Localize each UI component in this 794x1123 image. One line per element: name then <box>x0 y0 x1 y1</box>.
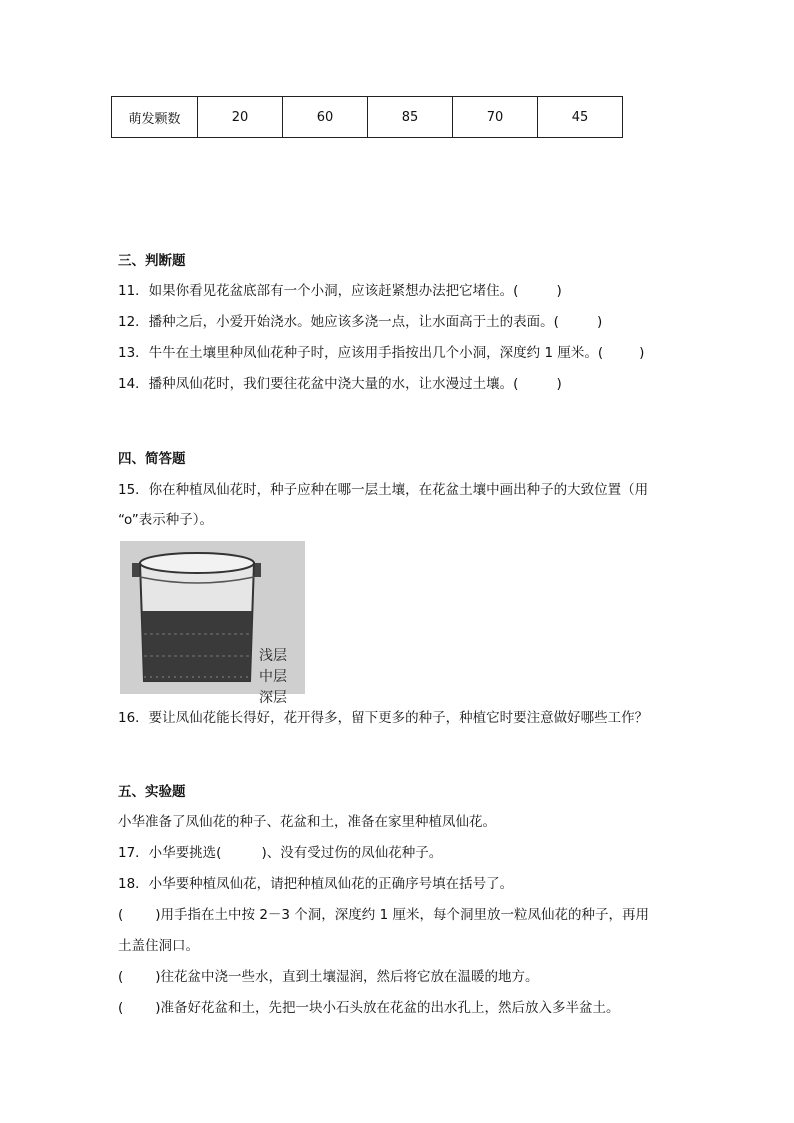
section-title-judgement: 三、判断题 <box>118 253 186 269</box>
germination-table <box>111 96 623 138</box>
value-cell: 45 <box>538 97 623 138</box>
table-row <box>112 97 623 138</box>
layer-label-deep: 深层 <box>259 690 287 706</box>
question-16: 16．要让凤仙花能长得好，花开得多，留下更多的种子，种植它时要注意做好哪些工作？ <box>118 710 649 726</box>
question-11: 11．如果你看见花盆底部有一个小洞，应该赶紧想办法把它堵住。( ) <box>118 283 562 299</box>
question-12: 12．播种之后，小爱开始浇水。她应该多浇一点，让水面高于土的表面。( ) <box>118 314 603 330</box>
section-title-short-answer: 四、简答题 <box>118 451 186 467</box>
section-title-experiment: 五、实验题 <box>118 784 186 800</box>
step-2: ( )往花盆中浇一些水，直到土壤湿润，然后将它放在温暖的地方。 <box>118 969 539 985</box>
value-cell: 70 <box>453 97 538 138</box>
value-cell: 85 <box>368 97 453 138</box>
experiment-intro: 小华准备了凤仙花的种子、花盆和土，准备在家里种植凤仙花。 <box>118 814 496 830</box>
question-14: 14．播种凤仙花时，我们要往花盆中浇大量的水，让水漫过土壤。( ) <box>118 376 562 392</box>
row-label-cell: 萌发颗数 <box>112 97 198 138</box>
question-15-line2: “o”表示种子）。 <box>118 512 214 528</box>
step-1: ( )用手指在土中按 2－3 个洞，深度约 1 厘米，每个洞里放一粒凤仙花的种子，再用 <box>118 907 649 923</box>
flowerpot-soil-figure <box>120 541 305 706</box>
question-18: 18．小华要种植凤仙花，请把种植凤仙花的正确序号填在括号了。 <box>118 876 514 892</box>
value-cell: 20 <box>198 97 283 138</box>
flowerpot-drawing <box>120 541 305 706</box>
question-17: 17．小华要挑选( )、没有受过伤的凤仙花种子。 <box>118 845 443 861</box>
value-cell: 60 <box>283 97 368 138</box>
question-15-line1: 15．你在种植凤仙花时，种子应种在哪一层土壤，在花盆土壤中画出种子的大致位置（用 <box>118 482 649 498</box>
layer-label-middle: 中层 <box>259 669 287 685</box>
step-1-continued: 土盖住洞口。 <box>118 938 199 954</box>
layer-label-shallow: 浅层 <box>259 648 287 664</box>
step-3: ( )准备好花盆和土，先把一块小石头放在花盆的出水孔上，然后放入多半盆土。 <box>118 1000 620 1016</box>
question-13: 13．牛牛在土壤里种凤仙花种子时，应该用手指按出几个小洞，深度约 1 厘米。( ) <box>118 345 645 361</box>
